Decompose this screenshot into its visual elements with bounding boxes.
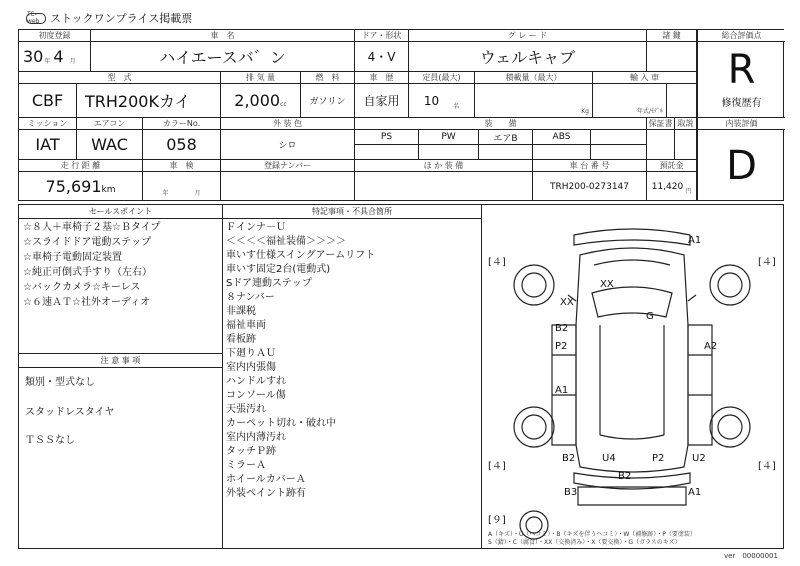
car-history-value: 自家用 [355,84,409,118]
mileage-number: 75,691 [45,177,102,196]
special-note-item: 天張汚れ [226,404,266,415]
sales-point-item: ☆車椅子電動固定装置 [23,252,122,263]
equipment-label: 装 備 [355,118,647,130]
special-note-item: コンソール傷 [226,390,286,401]
import-year-value [593,84,667,118]
damage-mark: G [646,311,654,322]
damage-mark: B2 [562,453,576,464]
car-history-label: 車 歴 [355,72,409,84]
sales-points-box [19,219,223,354]
frame-value [647,42,697,72]
damage-mark: U2 [692,453,706,464]
equip-blank [355,145,419,160]
other-equip-label: ほ か 装 備 [355,160,533,172]
inspection-label: 車 検 [143,160,221,172]
special-note-item: 外装ペイント跡有 [226,488,306,499]
damage-mark: A2 [704,341,718,352]
grade-label: グ レ ー ド [409,30,647,42]
damage-mark: A1 [688,487,702,498]
displacement-value [221,84,301,118]
reg-month: 4 [53,47,64,66]
tire-mark: [４] [488,257,506,268]
special-note-item: 室内内薄汚れ [226,432,286,443]
special-note-item: 室内内張傷 [226,362,276,373]
estimate-value [647,172,697,201]
note-item: ＴＳＳなし [25,435,75,446]
damage-diagram [481,205,784,549]
notes-box [19,368,223,549]
displacement-unit: cc [280,101,287,108]
damage-mark: P2 [652,453,665,464]
car-name-value: ハイエースバ゛ン [91,42,355,72]
interior-grade-value: D [726,142,757,189]
special-note-item: 非課税 [226,306,256,317]
damage-legend [488,531,696,547]
reg-number-label: 登録ナンバー [221,160,355,172]
overall-grade-sub: 修復歴有 [721,98,762,109]
estimate-number: 11,420 [651,181,684,192]
damage-mark: XX [600,279,614,290]
interior-grade-cell [698,130,785,201]
displacement-label: 排 気 量 [221,72,301,84]
notes-header: 注 意 事 項 [19,354,223,368]
special-notes-box [223,219,481,549]
sales-point-item: ☆バックカメラ☆キーレス [23,282,141,293]
capacity-unit: 名 [453,103,460,110]
grade-value: ウェルキャブ [409,42,647,72]
car-name-label: 車 名 [91,30,355,42]
special-note-item: 看板跡 [226,334,256,345]
capacity-label: 定員(最大) [409,72,475,84]
color-no-value: 058 [143,130,221,160]
special-note-item: Sドア連動ステップ [226,278,312,289]
first-reg-label: 初度登録 [19,30,91,42]
reg-year: 30 [23,47,44,66]
chassis-value: TRH200-0273147 [533,172,647,201]
damage-mark: B2 [555,323,569,334]
equip-blank [419,145,479,160]
aircon-value: WAC [77,130,143,160]
estimate-label: 預託金 [647,160,697,172]
equip-item: ABS [533,130,591,145]
inspection-year-unit: 年 [162,190,169,197]
reg-month-unit: 月 [69,58,76,65]
special-note-item: ハンドルすれ [226,376,286,387]
sales-point-item: ☆６速ＡＴ☆社外オーディオ [23,297,151,308]
equip-item: PW [419,130,479,145]
special-note-item: タッチＰ跡 [226,446,276,457]
damage-mark: B3 [564,487,578,498]
special-note-item: 車いす固定2台(電動式) [226,264,331,275]
tire-mark: [４] [758,461,776,472]
special-note-item: ホイールカバーＡ [226,474,306,485]
sales-point-item: ☆純正可倒式手すり（左右） [23,267,152,278]
legend-line: A（キズ）・U（ヘコミ）・B（キズを伴うヘコミ）・W（補修跡）・P（要塗装） [488,531,696,538]
model-prefix-value: CBF [19,84,77,118]
door-shape-value: 4・V [355,42,409,72]
company-logo: TC-web [26,13,46,24]
estimate-unit: 円 [685,188,692,195]
equip-blank [591,130,647,145]
import-label: 輸 入 車 [593,72,697,84]
damage-mark: P2 [555,341,568,352]
door-shape-label: ドア・形状 [355,30,409,42]
detail-section [18,204,784,549]
mission-value: IAT [19,130,77,160]
special-note-item: ＜＜＜＜福祉装備＞＞＞＞ [226,236,346,247]
damage-mark: B2 [618,471,632,482]
equip-blank [533,145,591,160]
displacement-number: 2,000 [234,91,281,110]
fuel-value: ガソリン [301,84,355,118]
reg-year-unit: 年 [44,58,51,65]
sales-points-header: セールスポイント [19,205,223,219]
other-equip-value [355,172,533,201]
special-notes-header: 特記事項・不具合箇所 [223,205,481,219]
reg-number-value [221,172,355,201]
special-note-item: Ｆインナ－Ｕ [226,222,286,233]
mission-label: ミッション [19,118,77,130]
fuel-label: 燃 料 [301,72,355,84]
capacity-number: 10 [423,93,440,108]
page-title: ストックワンプライス掲載票 [50,12,193,25]
special-note-item: 車いす仕様スイングアームリフト [226,250,376,261]
warranty-value [647,130,675,160]
chassis-label: 車 台 番 号 [533,160,647,172]
special-note-item: カーペット切れ・破れ中 [226,418,336,429]
note-item: スタッドレスタイヤ [25,407,115,418]
model-label: 型 式 [19,72,221,84]
equip-item: エアB [479,130,533,145]
inspection-month-unit: 月 [194,190,201,197]
capacity-value [409,84,475,118]
overall-grade-value: R [727,47,756,93]
first-reg-value [19,42,91,72]
legend-line: S（錆）・C（腐食）・XX（交換済み）・X（要交換）・G（ガラスのキズ） [488,539,681,546]
exterior-color-label: 外 装 色 [221,118,355,130]
page-header [26,9,192,27]
tire-mark: [４] [758,257,776,268]
manual-value [675,130,697,160]
special-note-item: 福祉車両 [226,320,266,331]
damage-mark: A1 [555,385,569,396]
tire-mark: [９] [488,515,506,526]
aircon-label: エアコン [77,118,143,130]
exterior-color-value: シロ [221,130,355,160]
tire-mark: [４] [488,461,506,472]
damage-mark: A1 [688,235,702,246]
interior-grade-label: 内装評価 [698,118,785,130]
color-no-label: カラーNo. [143,118,221,130]
car-outline-drawing [482,205,785,549]
overall-grade-label: 総合評価点 [698,30,785,42]
frame-label: 諸 鍵 [647,30,697,42]
note-item: 類別・型式なし [25,377,95,388]
sales-point-item: ☆８人＋車椅子２基☆Ｂタイプ [23,222,161,233]
grade-box [697,30,784,201]
equip-item: PS [355,130,419,145]
manual-label: 取説 [675,118,697,130]
import-extra-cell [667,84,697,118]
load-unit: Kg [581,108,589,115]
special-note-item: ミラーＡ [226,460,266,471]
load-value [475,84,593,118]
damage-mark: XX [560,297,574,308]
equip-blank [591,145,647,160]
inspection-value [143,172,221,201]
warranty-label: 保証書 [647,118,675,130]
mileage-unit: km [101,184,116,195]
overall-grade-cell [698,42,785,118]
equip-blank [479,145,533,160]
import-year-label: 年式/ﾓﾃﾞﾙ [636,108,663,115]
mileage-value [19,172,143,201]
load-label: 積載量（最大） [475,72,593,84]
special-note-item: ８ナンバー [226,292,275,303]
mileage-label: 走 行 距 離 [19,160,143,172]
version-label: ver 00000001 [724,552,778,560]
sales-point-item: ☆スライドドア電動ステップ [23,237,152,248]
vehicle-info-sheet [18,29,784,201]
model-value: TRH200Kカイ [77,84,221,118]
damage-mark: U4 [602,453,616,464]
special-note-item: 下廻りＡＵ [226,348,276,359]
